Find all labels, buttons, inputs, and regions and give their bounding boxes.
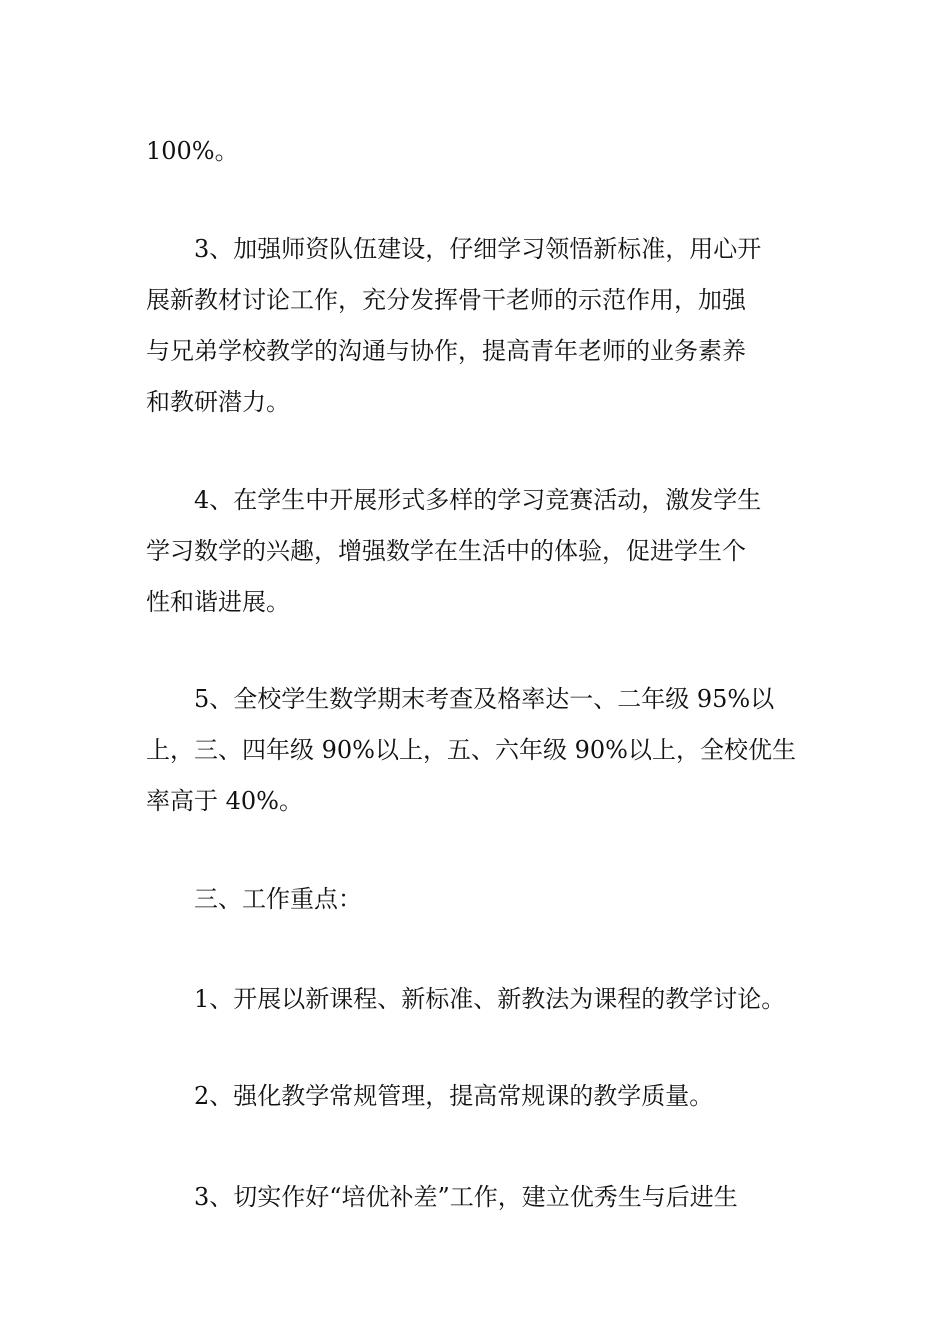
text-line: 5、全校学生数学期末考查及格率达一、二年级 95%以: [194, 685, 775, 713]
text-line: 3、切实作好“培优补差”工作，建立优秀生与后进生: [194, 1183, 738, 1211]
text-line: 展新教材讨论工作，充分发挥骨干老师的示范作用，加强: [146, 286, 746, 314]
text-line: 学习数学的兴趣，增强数学在生活中的体验，促进学生个: [146, 537, 746, 565]
text-line: 2、强化教学常规管理，提高常规课的教学质量。: [194, 1082, 714, 1110]
text-line: 和教研潜力。: [146, 388, 290, 416]
text-line: 1、开展以新课程、新标准、新教法为课程的教学讨论。: [194, 985, 786, 1013]
text-line: 性和谐进展。: [146, 588, 290, 616]
text-line: 100%。: [146, 137, 239, 165]
text-line: 3、加强师资队伍建设，仔细学习领悟新标准，用心开: [194, 235, 762, 263]
text-line: 与兄弟学校教学的沟通与协作，提高青年老师的业务素养: [146, 337, 746, 365]
section-heading: 三、工作重点：: [194, 885, 362, 913]
text-line: 率高于 40%。: [146, 787, 303, 815]
text-line: 上，三、四年级 90%以上，五、六年级 90%以上，全校优生: [146, 736, 796, 764]
text-line: 4、在学生中开展形式多样的学习竞赛活动，激发学生: [194, 486, 762, 514]
